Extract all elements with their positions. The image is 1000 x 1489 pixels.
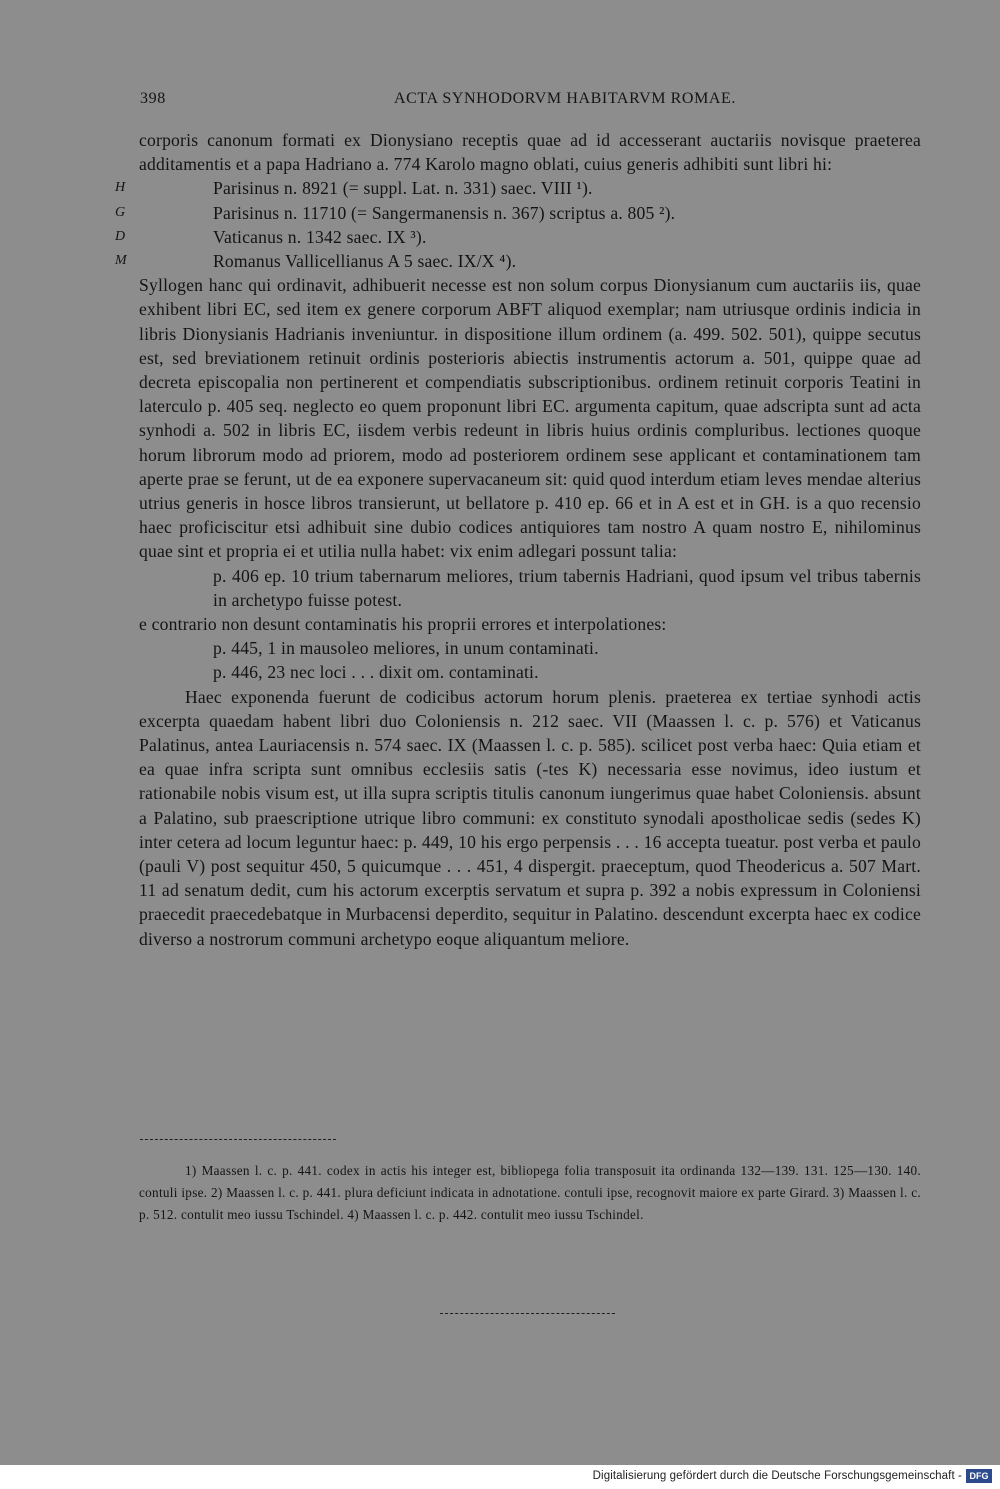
dfg-logo[interactable]: DFG bbox=[966, 1469, 992, 1483]
manuscript-item bbox=[115, 176, 921, 200]
manuscript-siglum: M bbox=[115, 252, 127, 268]
manuscript-siglum: D bbox=[115, 228, 126, 244]
manuscript-description: Vaticanus n. 1342 saec. IX ³). bbox=[213, 226, 427, 247]
manuscript-description: Parisinus n. 8921 (= suppl. Lat. n. 331) saec. VIII ¹). bbox=[213, 178, 593, 199]
manuscript-list bbox=[115, 176, 921, 273]
manuscript-siglum: H bbox=[115, 180, 126, 196]
sylloge-paragraph: Syllogen hanc qui ordinavit, adhibuerit necesse est non solum corpus Dionysianum cum auctariis iis, quae exhibent libri EC, sed item ex genere corporum ABFT aliquod exemplar; nam utriusque ordinis indicia in libris Dionysianis Hadrianis inveniuntur. in dispositione illum ordinem (a. 499. 502. 501), quippe secutus est, sed breviationem retinuit ordinis posterioris abiectis instrumentis actorum a. 501, quippe quae ad decreta episcopalia non pertinerent et compendiatis subscriptionibus. ordinem retinuit corporis Teatini in laterculo p. 405 seq. neglecto eo quem proponunt libri EC. argumenta capitum, quae adscripta sunt ad acta synhodi a. 502 in libris EC, iisdem verbis redeunt in libris huius ordinis compluribus. lectiones quoque horum librorum modo ad priorem, modo ad posteriorem ordinem sese applicant et contaminationem tam aperte prae se ferunt, ut de ea exponere supervacaneum sit: quid quod interdum etiam leves mendae alterius utrius generis in hosce libros transierunt, ut bellatore p. 410 ep. 66 et in A est et in GH. is a quo recensio haec proficiscitur etsi adhibuit sine dubio codices antiquiores tam nostro A quam nostro E, nihilominus quae sint et propria ei et utilia nulla habet: vix enim adlegari possunt talia: bbox=[139, 275, 921, 562]
manuscript-description: Parisinus n. 11710 (= Sangermanensis n. 367) scriptus a. 805 ²). bbox=[213, 202, 676, 223]
intro-paragraph: corporis canonum formati ex Dionysiano receptis quae ad id accesserant auctariis novisque praeterea additamentis et a papa Hadriano a. 774 Karolo magno oblati, cuius generis adhibiti sunt libri hi: bbox=[139, 130, 921, 175]
footnotes bbox=[139, 1160, 921, 1225]
page-number: 398 bbox=[140, 90, 166, 107]
manuscript-item bbox=[115, 201, 921, 225]
contrary-line: e contrario non desunt contaminatis his proprii errores et interpolationes: bbox=[139, 614, 667, 634]
footnote-text: 1) Maassen l. c. p. 441. codex in actis his integer est, bibliopega folia transposuit ita ordinanda 132—139. 131. 125—130. 140. contuli ipse. 2) Maassen l. c. p. 441. plura deficiunt indicata in adnotatione. contuli ipse, recognovit maiore ex parte Girard. 3) Maassen l. c. p. 512. contulit meo iussu Tschindel. 4) Maassen l. c. p. 442. contulit meo iussu Tschindel. bbox=[139, 1163, 921, 1222]
excerpts-paragraph: Haec exponenda fuerunt de codicibus actorum horum plenis. praeterea ex tertiae synhodi actis excerpta quaedam habent libri duo Coloniensis n. 212 saec. VII (Maassen l. c. p. 576) et Vaticanus Palatinus, antea Lauriacensis n. 574 saec. IX (Maassen l. c. p. 585). scilicet post verba haec: Quia etiam et ea quae infra scripta sunt omnibus ecclesiis satis (-tes K) necessaria esse novimus, ideo iustum et rationabile nobis visum est, ut illa supra scriptis titulis canonum iungerimus quae habet Coloniensis. absunt a Palatino, sub praescriptione utrique libro communi: ex constituto synodali apostholicae sedis (sedes K) inter cetera ad locum leguntur haec: p. 449, 10 his ergo perpensis . . . 16 accepta tueatur. post verba et paulo (pauli V) post sequitur 450, 5 quicumque . . . 451, 4 dispergit. praeceptum, quod Theodericus a. 507 Mart. 11 ad senatum dedit, cum his actorum excerptis servatum et supra p. 392 a nobis expressum in Coloniensi praecedit praecedebatque in Murbacensi deperdito, sequitur in Palatino. descendunt excerpta haec ex codice diverso a nostrorum communi archetypo eoque aliquantum meliore. bbox=[139, 686, 921, 949]
quotation-line: p. 446, 23 nec loci . . . dixit om. contaminati. bbox=[213, 662, 539, 683]
signature-rule bbox=[440, 1313, 615, 1314]
quotation-line: p. 445, 1 in mausoleo meliores, in unum contaminati. bbox=[213, 638, 599, 659]
digitization-footer bbox=[0, 1465, 1000, 1489]
manuscript-siglum: G bbox=[115, 204, 126, 220]
manuscript-description: Romanus Vallicellianus A 5 saec. IX/X ⁴). bbox=[213, 250, 517, 271]
running-title: ACTA SYNHODORVM HABITARVM ROMAE. bbox=[393, 90, 737, 107]
quotation-line: p. 406 ep. 10 trium tabernarum meliores, trium tabernis Hadriani, quod ipsum vel tribus tabernis in archetypo fuisse potest. bbox=[213, 565, 921, 610]
footnote-divider bbox=[140, 1139, 336, 1140]
main-text bbox=[115, 128, 921, 951]
funding-credit: Digitalisierung gefördert durch die Deutsche Forschungsgemeinschaft - bbox=[592, 1470, 962, 1482]
manuscript-item bbox=[115, 249, 921, 273]
manuscript-item bbox=[115, 225, 921, 249]
